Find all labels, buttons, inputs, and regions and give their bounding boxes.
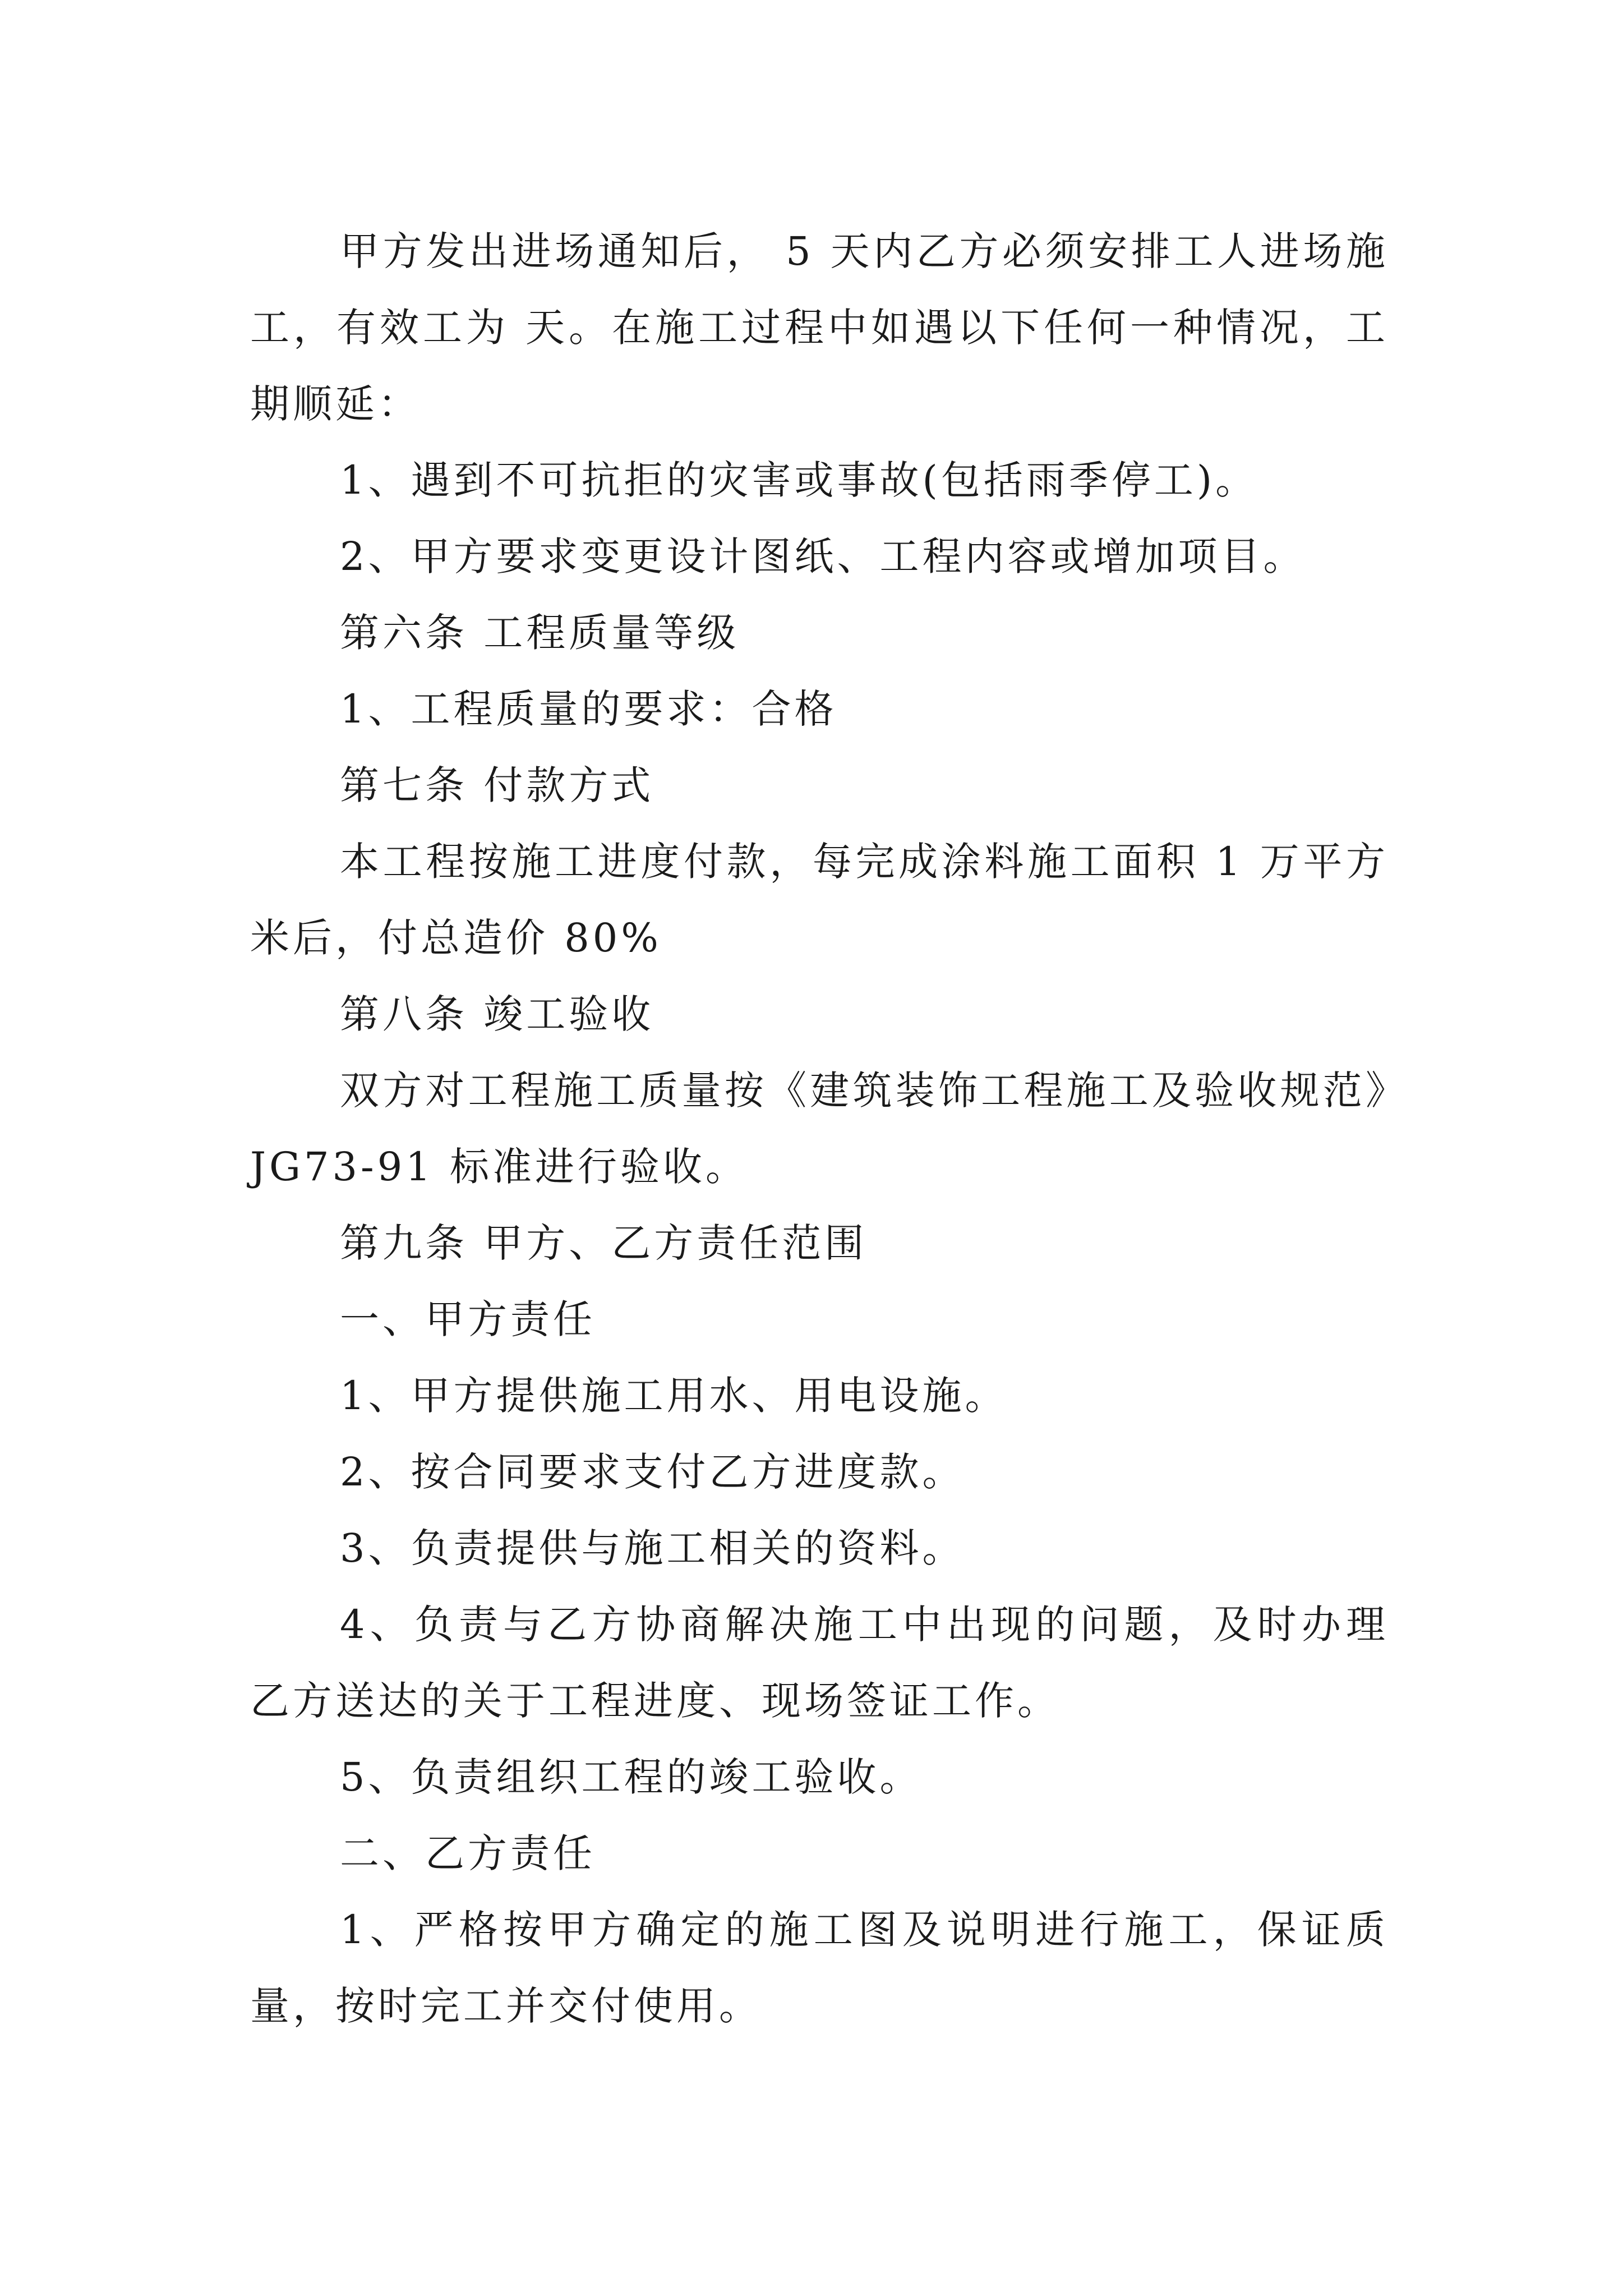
- paragraph-acceptance-standard: 双方对工程施工质量按《建筑装饰工程施工及验收规范》JG73-91 标准进行验收。: [250, 1068, 1389, 1190]
- heading-article-9: 第九条 甲方、乙方责任范围: [340, 1220, 868, 1266]
- paragraph-design-change: 2、甲方要求变更设计图纸、工程内容或增加项目。: [340, 533, 1306, 579]
- paragraph-party-a-item-3: 3、负责提供与施工相关的资料。: [340, 1525, 965, 1571]
- paragraph-party-b-item-1: 1、严格按甲方确定的施工图及说明进行施工，保证质量，按时完工并交付使用。: [250, 1907, 1389, 2029]
- paragraph-party-a-item-4: 4、负责与乙方协商解决施工中出现的问题，及时办理乙方送达的关于工程进度、现场签证工作。: [250, 1602, 1389, 1724]
- paragraph-force-majeure: 1、遇到不可抗拒的灾害或事故(包括雨季停工)。: [340, 457, 1258, 503]
- paragraph-quality-requirement: 1、工程质量的要求：合格: [340, 686, 837, 732]
- heading-article-8: 第八条 竣工验收: [340, 991, 654, 1037]
- paragraph-party-a-item-2: 2、按合同要求支付乙方进度款。: [340, 1449, 965, 1495]
- heading-article-7: 第七条 付款方式: [340, 762, 654, 808]
- heading-party-a-duties: 一、甲方责任: [340, 1296, 596, 1342]
- document-body: [250, 213, 1389, 2044]
- paragraph-entry-notice: 甲方发出进场通知后， 5 天内乙方必须安排工人进场施工，有效工为 天。在施工过程中如遇以下任何一种情况，工期顺延：: [250, 228, 1389, 427]
- heading-party-b-duties: 二、乙方责任: [340, 1830, 596, 1876]
- paragraph-party-a-item-1: 1、甲方提供施工用水、用电设施。: [340, 1373, 1008, 1419]
- paragraph-party-a-item-5: 5、负责组织工程的竣工验收。: [340, 1754, 923, 1800]
- heading-article-6: 第六条 工程质量等级: [340, 610, 740, 656]
- paragraph-payment-terms: 本工程按施工进度付款，每完成涂料施工面积 1 万平方米后，付总造价 80%: [250, 839, 1389, 961]
